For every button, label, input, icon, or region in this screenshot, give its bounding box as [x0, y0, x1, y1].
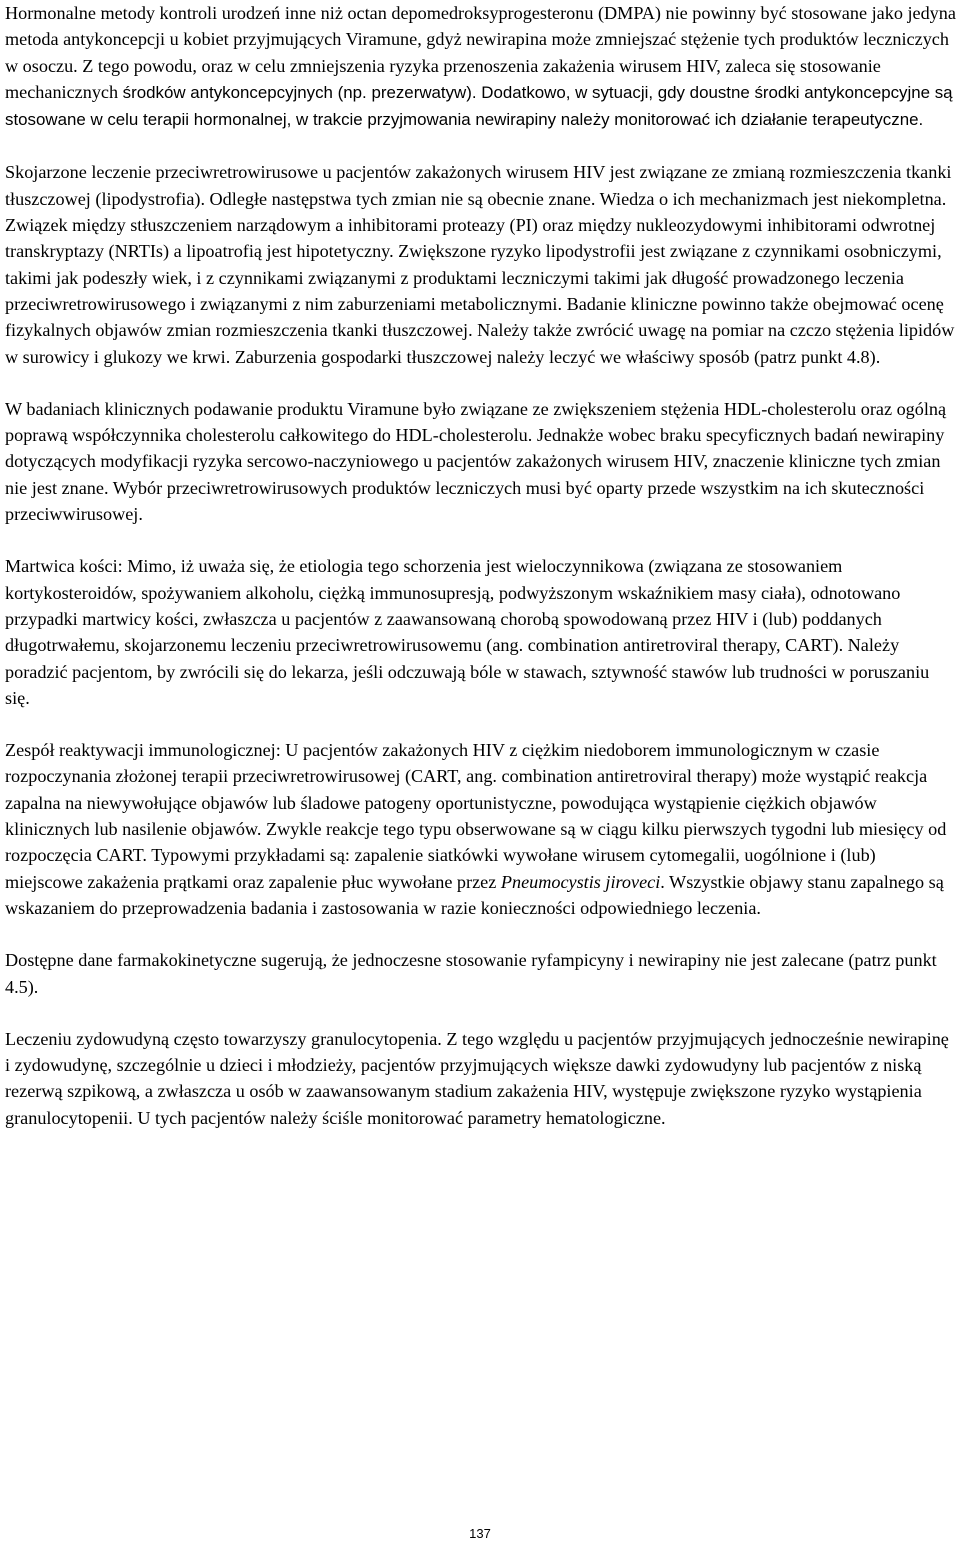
paragraph-hdl-cholesterol: [5, 396, 957, 527]
paragraph-text: Martwica kości: Mimo, iż uważa się, że etiologia tego schorzenia jest wieloczynnikowa (związana ze stosowaniem kortykosteroidów, spożywaniem alkoholu, ciężką immunosupresją, podwyższonym wskaźnikiem masy ciała), odnotowano przypadki martwicy kości, zwłaszcza u pacjentów z zaawansowaną chorobą spowodowaną przez HIV i (lub) poddanych długotrwałemu, skojarzonemu leczeniu przeciwretrowirusowemu (ang. combination antiretroviral therapy, CART). Należy poradzić pacjentom, by zwrócili się do lekarza, jeśli odczuwają bóle w stawach, sztywność stawów lub trudności w poruszaniu się.: [5, 556, 930, 708]
paragraph-text: Hormonalne metody kontroli urodzeń inne niż octan depomedroksyprogesteronu (DMPA) nie powinny być stosowane jako jedyna metoda antykoncepcji u kobiet przyjmujących Viramune, gdyż newirapina może zmniejszać stężenie tych produktów leczniczych w osoczu. Z tego powodu, oraz w celu zmniejszenia ryzyka przenoszenia zakażenia wirusem HIV, zaleca się stosowanie mechanicznych: [5, 3, 956, 102]
document-page: [5, 0, 957, 1157]
paragraph-immune-reconstitution: [5, 737, 957, 921]
paragraph-contraception: [5, 0, 957, 133]
paragraph-text: Zespół reaktywacji immunologicznej: U pacjentów zakażonych HIV z ciężkim niedoborem immunologicznym w czasie rozpoczynania złożonej terapii przeciwretrowirusowej (CART, ang. combination antiretroviral therapy) może wystąpić reakcja zapalna na niewywołujące objawów lub śladowe patogeny oportunistyczne, powodująca wystąpienie ciężkich objawów klinicznych lub nasilenie objawów. Zwykle reakcje tego typu obserwowane są w ciągu kilku pierwszych tygodni lub miesięcy od rozpoczęcia CART. Typowymi przykładami są: zapalenie siatkówki wywołane wirusem cytomegalii, uogólnione i (lub) miejscowe zakażenia prątkami oraz zapalenie płuc wywołane przez: [5, 740, 947, 892]
paragraph-text: . Wszystkie objawy stanu zapalnego są wskazaniem do przeprowadzenia badania i zastosowania w razie konieczności odpowiedniego leczenia.: [5, 871, 944, 918]
paragraph-zidovudine: [5, 1026, 957, 1131]
paragraph-lipodystrophy: [5, 159, 957, 369]
paragraph-text-sans: środków antykoncepcyjnych (np. prezerwatyw). Dodatkowo, w sytuacji, gdy doustne środki antykoncepcyjne są stosowane w celu terapii hormonalnej, w trakcie przyjmowania newirapiny należy monitorować ich działanie terapeutyczne.: [5, 82, 953, 130]
paragraph-text-italic: Pneumocystis jiroveci: [500, 871, 661, 892]
paragraph-text: Skojarzone leczenie przeciwretrowirusowe u pacjentów zakażonych wirusem HIV jest związane ze zmianą rozmieszczenia tkanki tłuszczowej (lipodystrofia). Odległe następstwa tych zmian nie są obecnie znane. Wiedza o ich mechanizmach jest niekompletna. Związek między stłuszczeniem narządowym a inhibitorami proteazy (PI) oraz między nukleozydowymi inhibitorami odwrotnej transkryptazy (NRTIs) a lipoatrofią jest hipotetyczny. Zwiększone ryzyko lipodystrofii jest związane z czynnikami osobniczymi, takimi jak podeszły wiek, i z czynnikami związanymi z produktami leczniczymi takimi jak długość prowadzonego leczenia przeciwretrowirusowego i związanymi z nim zaburzeniami metabolicznymi. Badanie kliniczne powinno także obejmować ocenę fizykalnych objawów zmian rozmieszczenia tkanki tłuszczowej. Należy także zwrócić uwagę na pomiar na czczo stężenia lipidów w surowicy i glukozy we krwi. Zaburzenia gospodarki tłuszczowej należy leczyć we właściwy sposób (patrz punkt 4.8).: [5, 162, 955, 367]
paragraph-text: Dostępne dane farmakokinetyczne sugerują, że jednoczesne stosowanie ryfampicyny i newirapiny nie jest zalecane (patrz punkt 4.5).: [5, 950, 937, 997]
paragraph-rifampicin: [5, 947, 957, 1000]
paragraph-text: W badaniach klinicznych podawanie produktu Viramune było związane ze zwiększeniem stężenia HDL-cholesterolu oraz ogólną poprawą współczynnika cholesterolu całkowitego do HDL-cholesterolu. Jednakże wobec braku specyficznych badań newirapiny dotyczących modyfikacji ryzyka sercowo-naczyniowego u pacjentów zakażonych wirusem HIV, znaczenie kliniczne tych zmian nie jest znane. Wybór przeciwretrowirusowych produktów leczniczych musi być oparty przede wszystkim na ich skuteczności przeciwwirusowej.: [5, 398, 947, 525]
paragraph-osteonecrosis: [5, 553, 957, 711]
page-number: 137: [469, 1526, 491, 1541]
paragraph-text: Leczeniu zydowudyną często towarzyszy granulocytopenia. Z tego względu u pacjentów przyjmujących jednocześnie newirapinę i zydowudynę, szczególnie u dzieci i młodzieży, pacjentów przyjmujących większe dawki zydowudyny lub pacjentów z niską rezerwą szpikową, a zwłaszcza u osób w zaawansowanym stadium zakażenia HIV, występuje zwiększone ryzyko wystąpienia granulocytopenii. U tych pacjentów należy ściśle monitorować parametry hematologiczne.: [5, 1028, 949, 1128]
